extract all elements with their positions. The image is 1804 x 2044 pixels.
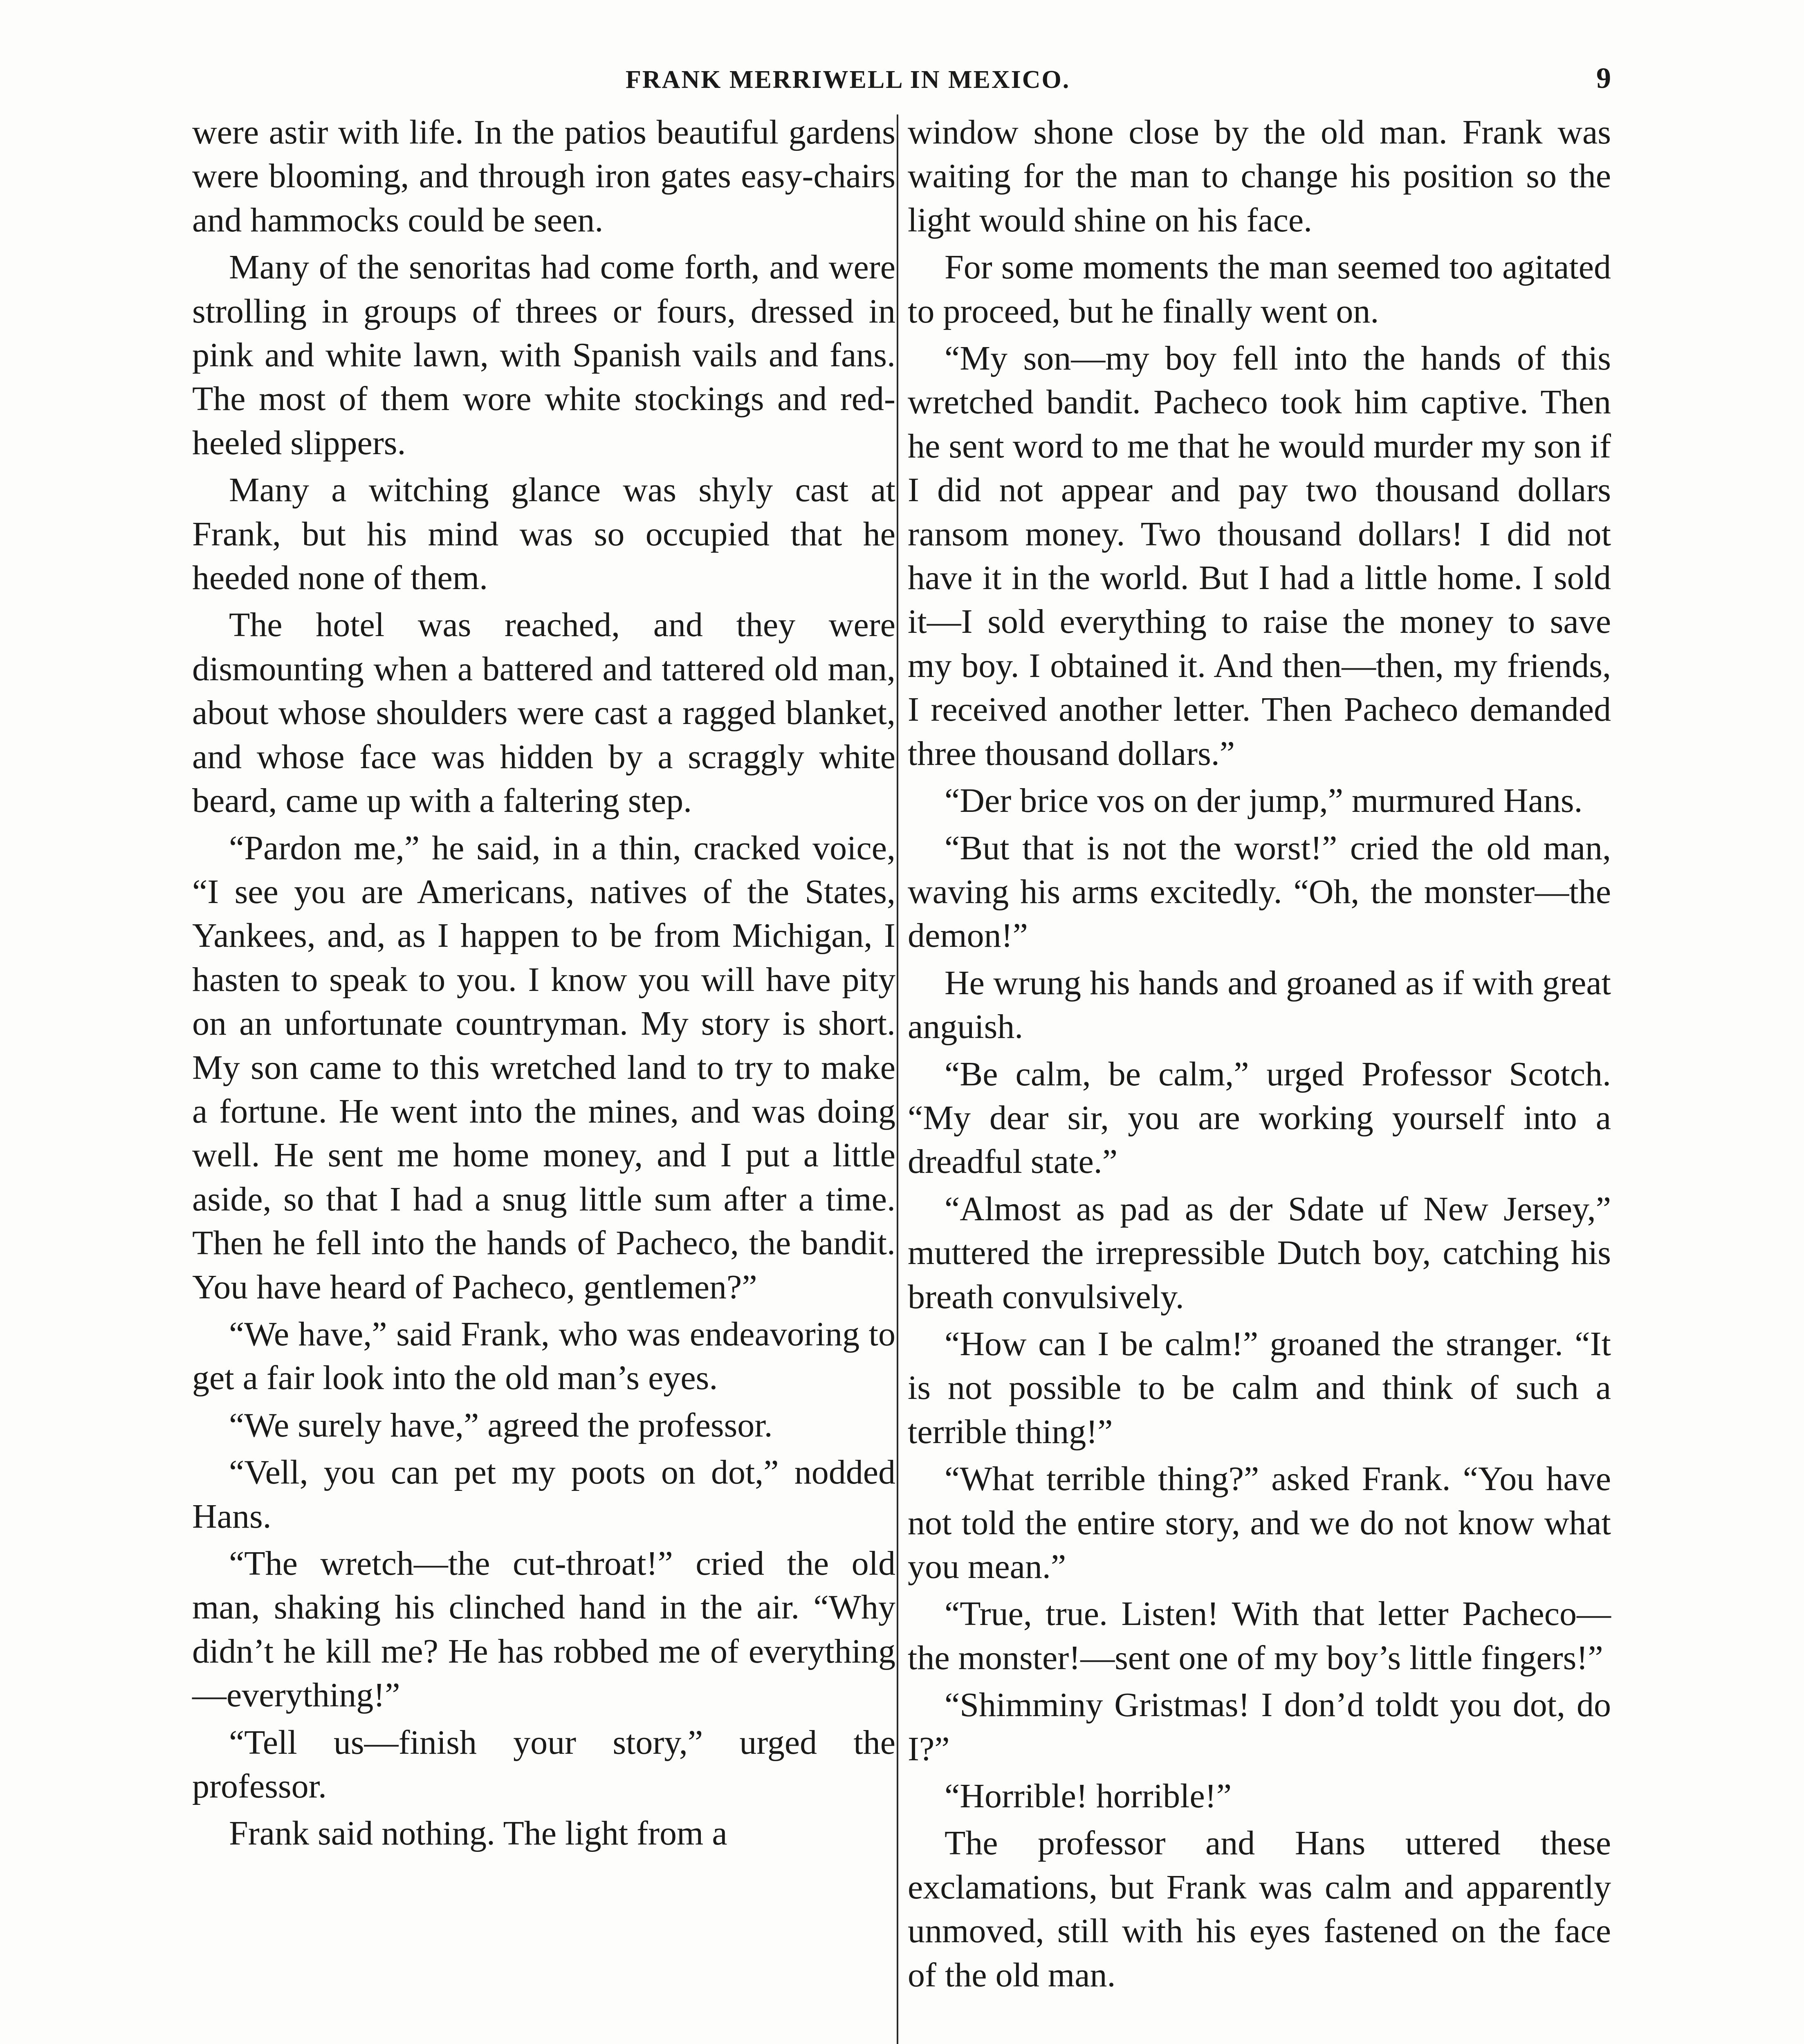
left-column bbox=[192, 110, 895, 1859]
paragraph: Frank said nothing. The light from a bbox=[229, 1814, 727, 1853]
paragraph: were astir with life. In the patios beautiful gardens were blooming, and through iron gates easy-chairs and hammocks could be seen. bbox=[192, 113, 895, 239]
paragraph: “Vell, you can pet my poots on dot,” nodded Hans. bbox=[192, 1453, 895, 1535]
paragraph: “What terrible thing?” asked Frank. “You have not told the entire story, and we do not know what you mean.” bbox=[908, 1460, 1611, 1586]
paragraph: Many a witching glance was shyly cast at Frank, but his mind was so occupied that he heeded none of them. bbox=[192, 471, 895, 597]
paragraph: “We surely have,” agreed the professor. bbox=[229, 1406, 773, 1444]
paragraph: The hotel was reached, and they were dismounting when a battered and tattered old man, about whose shoulders were cast a ragged blanket, and whose face was hidden by a scraggly white beard, came up with a faltering step. bbox=[192, 606, 895, 820]
paragraph: “Shimminy Gristmas! I don’d toldt you dot, do I?” bbox=[908, 1686, 1611, 1768]
paragraph: “We have,” said Frank, who was endeavoring to get a fair look into the old man’s eyes. bbox=[192, 1315, 895, 1397]
paragraph: For some moments the man seemed too agitated to proceed, but he finally went on. bbox=[908, 248, 1611, 330]
paragraph: “Be calm, be calm,” urged Professor Scotch. “My dear sir, you are working yourself into a dreadful state.” bbox=[908, 1055, 1611, 1181]
paragraph: “How can I be calm!” groaned the stranger. “It is not possible to be calm and think of such a terrible thing!” bbox=[908, 1325, 1611, 1451]
paragraph: window shone close by the old man. Frank was waiting for the man to change his position so the light would shine on his face. bbox=[908, 113, 1611, 239]
paragraph: “But that is not the worst!” cried the old man, waving his arms excitedly. “Oh, the monster—the demon!” bbox=[908, 829, 1611, 955]
paragraph: “Almost as pad as der Sdate uf New Jersey,” muttered the irrepressible Dutch boy, catching his breath convulsively. bbox=[908, 1190, 1611, 1316]
paragraph: The professor and Hans uttered these exclamations, but Frank was calm and apparently unmoved, still with his eyes fastened on the face of the old man. bbox=[908, 1824, 1611, 1994]
right-column bbox=[908, 110, 1611, 2000]
paragraph: “Horrible! horrible!” bbox=[945, 1777, 1232, 1815]
page-number: 9 bbox=[1596, 62, 1611, 94]
paragraph: “Pardon me,” he said, in a thin, cracked voice, “I see you are Americans, natives of the States, Yankees, and, as I happen to be from Michigan, I hasten to speak to you. I know you will have pity on an unfortunate countryman. My story is short. My son came to this wretched land to try to make a fortune. He went into the mines, and was doing well. He sent me home money, and I put a little aside, so that I had a snug little sum after a time. Then he fell into the hands of Pacheco, the bandit. You have heard of Pacheco, gentlemen?” bbox=[192, 829, 895, 1306]
paragraph: “The wretch—the cut-throat!” cried the old man, shaking his clinched hand in the air. “Why didn’t he kill me? He has robbed me of everything—everything!” bbox=[192, 1544, 895, 1715]
running-title: FRANK MERRIWELL IN MEXICO. bbox=[626, 66, 1070, 94]
paragraph: Many of the senoritas had come forth, and were strolling in groups of threes or fours, dressed in pink and white lawn, with Spanish vails and fans. The most of them wore white stockings and red-heeled slippers. bbox=[192, 248, 895, 462]
paragraph: “My son—my boy fell into the hands of this wretched bandit. Pacheco took him captive. Then he sent word to me that he would murder my son if I did not appear and pay two thousand dollars ransom money. Two thousand dollars! I did not have it in the world. But I had a little home. I sold it—I sold everything to raise the money to save my boy. I obtained it. And then—then, my friends, I received another letter. Then Pacheco demanded three thousand dollars.” bbox=[908, 339, 1611, 773]
paragraph: He wrung his hands and groaned as if with great anguish. bbox=[908, 964, 1611, 1046]
paragraph: “True, true. Listen! With that letter Pacheco—the monster!—sent one of my boy’s little fingers!” bbox=[908, 1595, 1611, 1677]
paragraph: “Tell us—finish your story,” urged the professor. bbox=[192, 1723, 895, 1806]
column-divider bbox=[897, 114, 898, 2044]
page-header bbox=[192, 61, 1611, 110]
paragraph: “Der brice vos on der jump,” murmured Hans. bbox=[945, 782, 1583, 820]
